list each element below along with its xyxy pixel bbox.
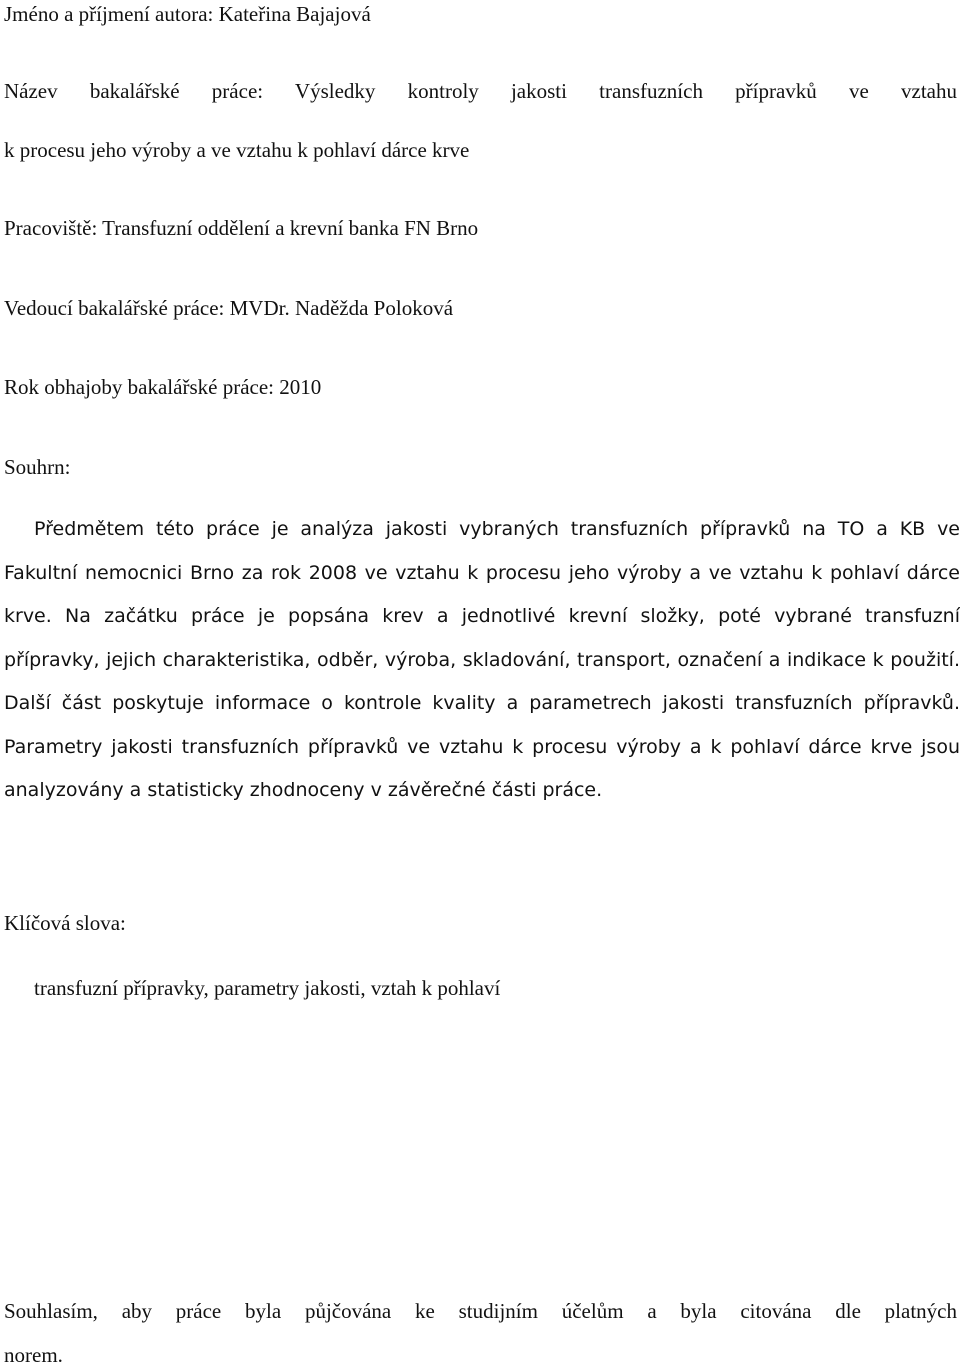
thesis-title-line-1: Název bakalářské práce: Výsledky kontroly jakosti transfuzních přípravků ve vztahu: [4, 79, 957, 103]
thesis-title-line-2: k procesu jeho výroby a ve vztahu k pohlaví dárce krve: [4, 138, 470, 162]
consent-line-1: Souhlasím, aby práce byla půjčována ke studijním účelům a byla citována dle platných: [4, 1299, 957, 1323]
workplace-line: Pracoviště: Transfuzní oddělení a krevní banka FN Brno: [4, 216, 479, 240]
author-line: Jméno a příjmení autora: Kateřina Bajajová: [4, 2, 371, 26]
summary-heading: Souhrn:: [4, 455, 71, 479]
supervisor-line: Vedoucí bakalářské práce: MVDr. Naděžda Poloková: [4, 296, 454, 320]
keywords-heading: Klíčová slova:: [4, 911, 126, 935]
keywords-text: transfuzní přípravky, parametry jakosti, vztah k pohlaví: [34, 976, 501, 1000]
defense-year-line: Rok obhajoby bakalářské práce: 2010: [4, 375, 322, 399]
consent-line-2: norem.: [4, 1343, 63, 1367]
summary-paragraph: Předmětem této práce je analýza jakosti vybraných transfuzních přípravků na TO a KB ve Fakultní nemocnici Brno za rok 2008 ve vztahu k procesu jeho výroby a ve vztahu k pohlaví dárce krve. Na začátku práce je popsána krev a jednotlivé krevní složky, poté vybrané transfuzní přípravky, jejich charakteristika, odběr, výroba, skladování, transport, označení a indikace k použití. Další část poskytuje informace o kontrole kvality a parametrech jakosti transfuzních přípravků. Parametry jakosti transfuzních přípravků ve vztahu k procesu výroby a k pohlaví dárce krve jsou analyzovány a statisticky zhodnoceny v závěrečné části práce.: [4, 518, 960, 801]
